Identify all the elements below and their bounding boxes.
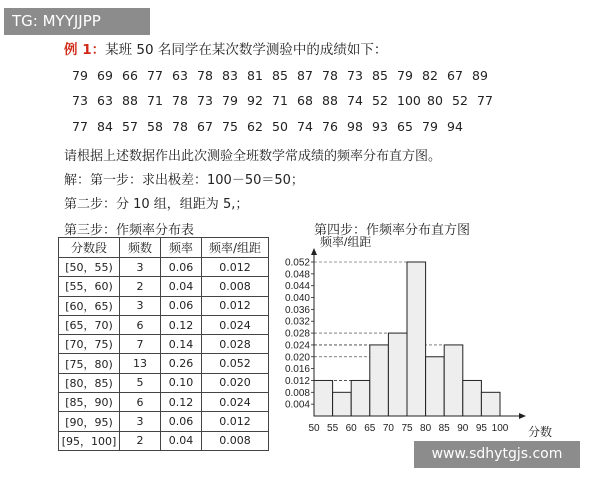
table-cell: 0.10 [161,373,202,392]
table-cell: [70，75) [59,335,120,354]
score-row-1 [72,68,497,83]
score-value: 69 [97,68,113,83]
score-value: 62 [247,119,263,134]
x-tick-label: 85 [438,423,450,434]
table-cell: 0.052 [202,354,269,373]
histogram-bar [426,357,445,416]
x-tick-label: 90 [457,423,469,434]
table-cell: 0.024 [202,393,269,412]
score-value: 73 [347,68,363,83]
score-value: 81 [247,68,263,83]
score-value: 78 [322,68,338,83]
y-tick-label: 0.040 [284,293,310,305]
score-value: 98 [347,119,363,134]
table-header-row [59,238,269,258]
table-cell: 0.04 [161,277,202,296]
table-cell: [80，85) [59,373,120,392]
header-cell: 分数段 [59,238,120,258]
table-row [59,258,269,277]
score-value: 58 [147,119,163,134]
histogram-bar [388,333,407,416]
table-cell: [65，70) [59,315,120,334]
score-value: 75 [222,119,238,134]
table-cell: [90，95) [59,412,120,431]
score-value: 74 [297,119,313,134]
score-value: 88 [122,93,138,108]
score-value: 76 [322,119,338,134]
table-cell: 7 [120,335,161,354]
table-cell: 0.020 [202,373,269,392]
score-value: 79 [72,68,88,83]
table-cell: 6 [120,393,161,412]
y-tick-label: 0.012 [284,375,310,387]
score-value: 85 [272,68,288,83]
table-cell: 0.04 [161,431,202,450]
table-cell: 0.028 [202,335,269,354]
table-cell: 0.008 [202,431,269,450]
score-value: 71 [147,93,163,108]
histogram-bar [463,380,482,416]
x-tick-label: 60 [345,423,357,434]
score-value: 85 [372,68,388,83]
histogram-bar [314,380,333,416]
y-tick-label: 0.008 [284,387,310,399]
score-value: 67 [447,68,463,83]
x-tick-label: 55 [327,423,339,434]
x-tick-label: 65 [364,423,376,434]
table-cell: [75，80) [59,354,120,373]
score-value: 80 [427,93,443,108]
score-value: 52 [452,93,468,108]
table-cell: 0.26 [161,354,202,373]
score-value: 79 [222,93,238,108]
score-value: 65 [397,119,413,134]
score-value: 79 [397,68,413,83]
score-value: 84 [97,119,113,134]
table-cell: 3 [120,296,161,315]
score-value: 74 [347,93,363,108]
x-axis-label: 分数 [528,425,553,439]
table-cell: [55，60) [59,277,120,296]
score-value: 63 [172,68,188,83]
score-value: 77 [72,119,88,134]
table-row [59,277,269,296]
step-1-text: 解：第一步：求出极差：100－50＝50； [64,173,304,188]
score-value: 52 [372,93,388,108]
histogram-bar [444,345,463,416]
x-tick-label: 95 [475,423,487,434]
table-cell: 0.008 [202,277,269,296]
score-value: 68 [297,93,313,108]
histogram-bar [351,380,370,416]
score-value: 73 [72,93,88,108]
table-cell: 0.06 [161,258,202,277]
score-value: 100 [397,93,421,108]
header-cell: 频数 [120,238,161,258]
score-value: 71 [272,93,288,108]
table-cell: 0.12 [161,393,202,412]
header-cell: 频率 [161,238,202,258]
score-row-2 [72,93,502,108]
histogram-bar [481,392,500,416]
step-3-text: 第三步：作频率分布表 [64,223,195,238]
frequency-table [58,237,269,451]
table-cell: 0.14 [161,335,202,354]
score-value: 83 [222,68,238,83]
x-tick-label: 75 [401,423,413,434]
x-tick-label: 50 [308,423,320,434]
score-value: 77 [147,68,163,83]
example-text: 某班 50 名同学在某次数学测验中的成绩如下： [105,42,388,58]
score-value: 63 [97,93,113,108]
table-cell: 0.012 [202,258,269,277]
table-cell: 2 [120,277,161,296]
table-cell: 0.012 [202,296,269,315]
score-value: 73 [197,93,213,108]
table-cell: 2 [120,431,161,450]
y-tick-label: 0.004 [284,399,310,411]
table-row [59,354,269,373]
y-tick-label: 0.024 [284,340,310,352]
table-row [59,296,269,315]
table-cell: 6 [120,315,161,334]
score-value: 93 [372,119,388,134]
instruction-text: 请根据上述数据作出此次测验全班数学常成绩的频率分布直方图。 [64,149,442,164]
table-cell: 3 [120,412,161,431]
x-tick-label: 80 [420,423,432,434]
x-axis-arrow [519,413,526,419]
header-cell: 频率/组距 [202,238,269,258]
watermark-bottom: www.sdhytgjs.com [414,441,580,468]
score-value: 50 [272,119,288,134]
score-value: 78 [172,93,188,108]
y-axis-arrow [311,248,317,255]
histogram-bar [407,262,426,416]
step-4-text: 第四步：作频率分布直方图 [314,223,471,238]
score-value: 89 [472,68,488,83]
table-cell: 0.024 [202,315,269,334]
x-tick-label: 70 [382,423,394,434]
table-row [59,393,269,412]
table-row [59,373,269,392]
y-tick-label: 0.016 [284,364,310,376]
score-value: 77 [477,93,493,108]
score-value: 79 [422,119,438,134]
y-tick-label: 0.032 [284,316,310,328]
histogram-chart [270,230,560,440]
table-cell: 0.12 [161,315,202,334]
y-tick-label: 0.028 [284,328,310,340]
example-title [64,38,387,58]
score-value: 82 [422,68,438,83]
y-tick-label: 0.020 [284,352,310,364]
table-row [59,431,269,450]
table-cell: 5 [120,373,161,392]
x-tick-label: 100 [491,423,509,434]
table-cell: 13 [120,354,161,373]
score-value: 57 [122,119,138,134]
table-row [59,412,269,431]
score-value: 78 [197,68,213,83]
y-axis-label: 频率/组距 [320,235,372,249]
score-value: 67 [197,119,213,134]
score-value: 66 [122,68,138,83]
table-cell: [60，65) [59,296,120,315]
score-value: 94 [447,119,463,134]
y-tick-label: 0.048 [284,269,310,281]
table-row [59,335,269,354]
step-2-text: 第二步：分 10 组，组距为 5,； [64,197,249,212]
histogram-bar [333,392,352,416]
table-cell: [85，90) [59,393,120,412]
table-cell: [95，100] [59,431,120,450]
y-tick-label: 0.044 [284,281,310,293]
score-value: 88 [322,93,338,108]
table-cell: 3 [120,258,161,277]
score-value: 78 [172,119,188,134]
score-value: 92 [247,93,263,108]
table-cell: 0.012 [202,412,269,431]
score-value: 87 [297,68,313,83]
table-cell: [50，55) [59,258,120,277]
table-cell: 0.06 [161,296,202,315]
y-tick-label: 0.052 [284,257,310,269]
y-tick-label: 0.036 [284,304,310,316]
table-cell: 0.06 [161,412,202,431]
table-row [59,315,269,334]
score-row-3 [72,119,472,134]
example-label: 例 1： [64,42,106,58]
histogram-bar [370,345,389,416]
watermark-top: TG: MYYJJPP [4,8,150,35]
